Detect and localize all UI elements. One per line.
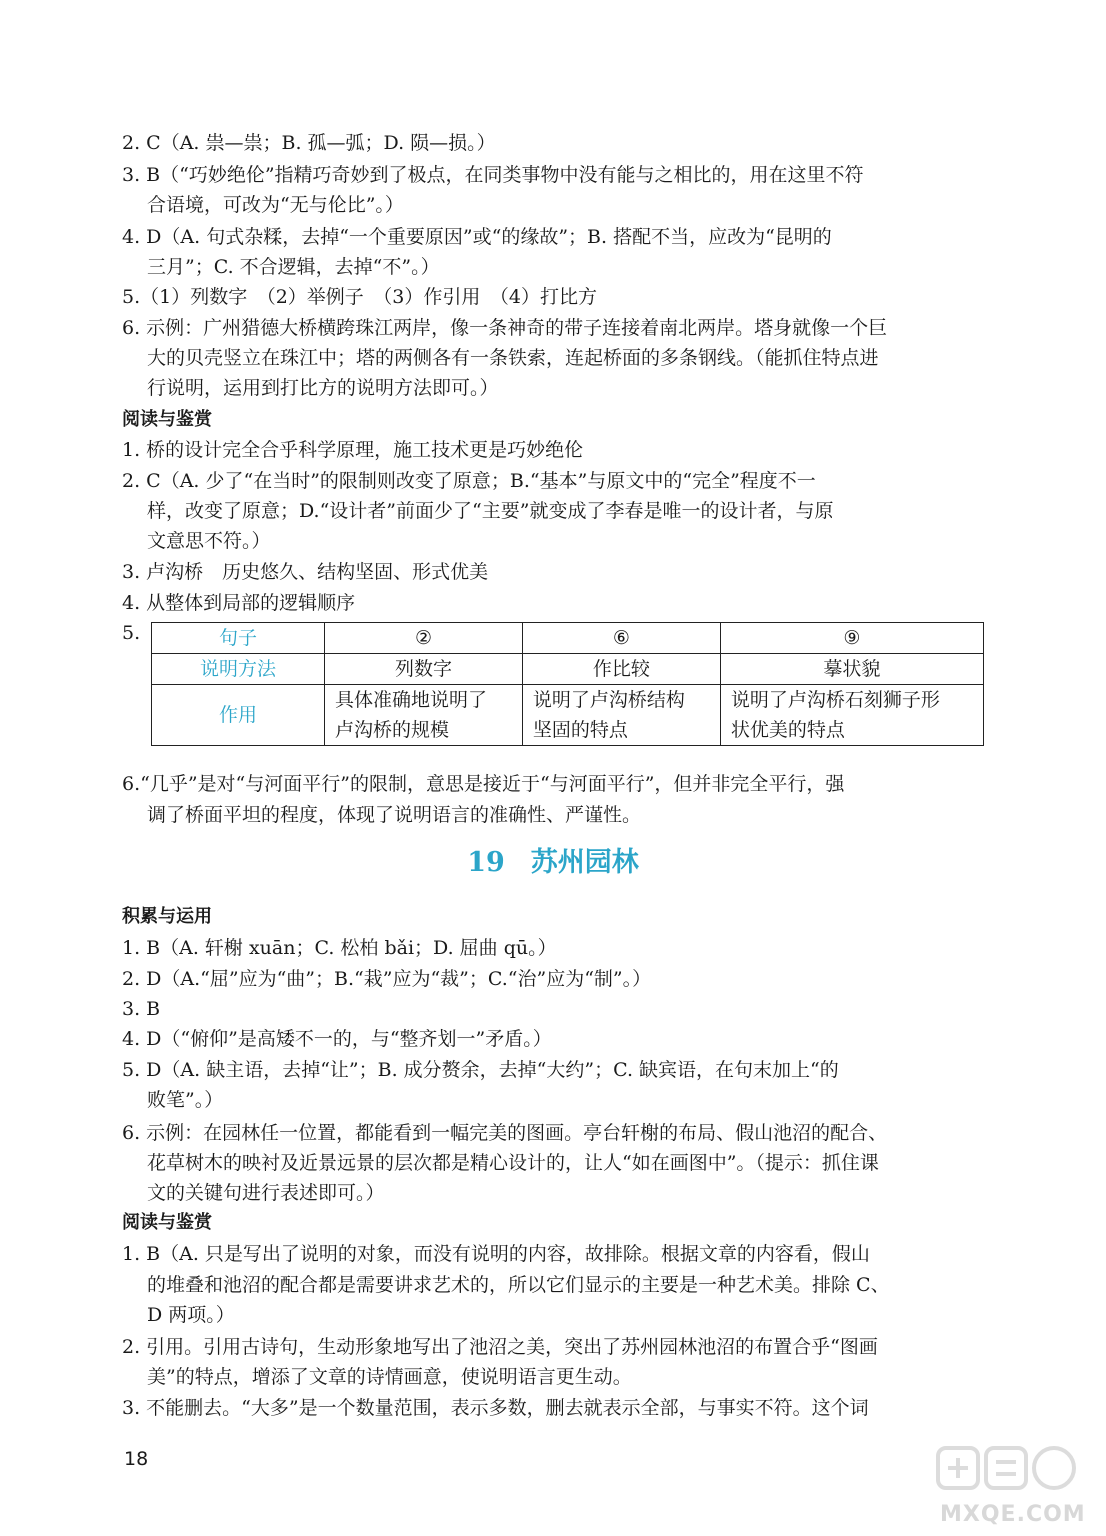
answer-line: 2. C（A. 祟—祟；B. 孤—弧；D. 陨—损。） xyxy=(122,132,496,154)
answer-line: 2. 引用。引用古诗句，生动形象地写出了池沼之美，突出了苏州园林池沼的布置合乎“图画 xyxy=(122,1336,878,1358)
table-cell xyxy=(325,685,523,746)
table-row xyxy=(152,623,984,654)
answer-line: 花草树木的映衬及近景远景的层次都是精心设计的，让人“如在画图中”。（提示：抓住课 xyxy=(147,1152,879,1174)
answer-line: 败笔”。） xyxy=(147,1089,224,1111)
table-cell: 作比较 xyxy=(522,654,720,685)
section-heading: 阅读与鉴赏 xyxy=(122,409,212,430)
table-cell xyxy=(522,685,720,746)
answer-line: 4. D（A. 句式杂糅，去掉“一个重要原因”或“的缘故”；B. 搭配不当，应改为“昆明的 xyxy=(122,226,832,248)
answer-line: 三月”；C. 不合逻辑，去掉“不”。） xyxy=(147,256,440,278)
answer-line: 调了桥面平坦的程度，体现了说明语言的准确性、严谨性。 xyxy=(147,804,642,826)
answer-line: 大的贝壳竖立在珠江中；塔的两侧各有一条铁索，连起桥面的多条钢线。（能抓住特点进 xyxy=(147,347,879,369)
answer-line: 5. D（A. 缺主语，去掉“让”；B. 成分赘余，去掉“大约”；C. 缺宾语，在句末加上“的 xyxy=(122,1059,839,1081)
question-number: 5. xyxy=(122,622,141,644)
answer-line: 的堆叠和池沼的配合都是需要讲求艺术的，所以它们显示的主要是一种艺术美。排除 C、 xyxy=(147,1274,890,1296)
answer-line: D 两项。） xyxy=(147,1304,235,1326)
answer-line: 2. D（A.“屈”应为“曲”；B.“栽”应为“裁”；C.“治”应为“制”。） xyxy=(122,968,652,990)
answer-line: 5.（1）列数字 （2）举例子 （3）作引用 （4）打比方 xyxy=(122,286,597,308)
answer-line: 1. B（A. 只是写出了说明的对象，而没有说明的内容，故排除。根据文章的内容看，假山 xyxy=(122,1243,870,1265)
answer-line: 1. B（A. 轩榭 xuān；C. 松柏 bǎi；D. 屈曲 qū。） xyxy=(122,937,557,959)
answer-line: 4. 从整体到局部的逻辑顺序 xyxy=(122,592,356,614)
answer-line: 6. 示例：广州猎德大桥横跨珠江两岸，像一条神奇的带子连接着南北两岸。塔身就像一个巨 xyxy=(122,317,888,339)
answer-line: 4. D（“俯仰”是高矮不一的，与“整齐划一”矛盾。） xyxy=(122,1028,552,1050)
answer-line: 6.“几乎”是对“与河面平行”的限制，意思是接近于“与河面平行”，但并非完全平行，强 xyxy=(122,773,845,795)
answer-line: 3. 卢沟桥 历史悠久、结构坚固、形式优美 xyxy=(122,561,489,583)
cell-line: 具体准确地说明了 xyxy=(335,689,488,711)
answer-line: 合语境，可改为“无与伦比”。） xyxy=(147,194,404,216)
answer-line: 样，改变了原意；D.“设计者”前面少了“主要”就变成了李春是唯一的设计者，与原 xyxy=(147,500,834,522)
cell-line: 说明了卢沟桥结构 xyxy=(532,689,685,711)
cell-line: 坚固的特点 xyxy=(532,719,628,741)
answer-line: 文的关键句进行表述即可。） xyxy=(147,1182,385,1204)
lesson-number: 19 xyxy=(467,847,505,878)
answer-table xyxy=(151,622,984,746)
section-heading: 阅读与鉴赏 xyxy=(122,1212,212,1233)
cell-line: 状优美的特点 xyxy=(730,719,845,741)
row-header: 作用 xyxy=(152,685,325,746)
answer-line: 美”的特点，增添了文章的诗情画意，使说明语言更生动。 xyxy=(147,1366,632,1388)
page-number: 18 xyxy=(124,1448,149,1470)
section-heading: 积累与运用 xyxy=(122,906,212,927)
row-header: 说明方法 xyxy=(152,654,325,685)
table-cell: ⑥ xyxy=(522,623,720,654)
lesson-title xyxy=(0,845,1106,881)
table-row xyxy=(152,654,984,685)
answer-line: 3. 不能删去。“大多”是一个数量范围，表示多数，删去就表示全部，与事实不符。这个词 xyxy=(122,1397,869,1419)
table-cell: 列数字 xyxy=(325,654,523,685)
answer-line: 文意思不符。） xyxy=(147,530,271,552)
table-cell xyxy=(720,685,983,746)
answer-line: 3. B xyxy=(122,998,161,1020)
watermark-text: MXQE.COM xyxy=(940,1502,1086,1527)
table-cell: ② xyxy=(325,623,523,654)
answer-line: 6. 示例：在园林任一位置，都能看到一幅完美的图画。亭台轩榭的布局、假山池沼的配合、 xyxy=(122,1122,888,1144)
answer-line: 1. 桥的设计完全合乎科学原理，施工技术更是巧妙绝伦 xyxy=(122,439,584,461)
answer-line: 2. C（A. 少了“在当时”的限制则改变了原意；B.“基本”与原文中的“完全”程度不一 xyxy=(122,470,816,492)
answer-line: 3. B（“巧妙绝伦”指精巧奇妙到了极点，在同类事物中没有能与之相比的，用在这里不符 xyxy=(122,164,864,186)
cell-line: 卢沟桥的规模 xyxy=(335,719,450,741)
row-header: 句子 xyxy=(152,623,325,654)
table-row xyxy=(152,685,984,746)
table-cell: 摹状貌 xyxy=(720,654,983,685)
answer-line: 行说明，运用到打比方的说明方法即可。） xyxy=(147,377,499,399)
lesson-name: 苏州园林 xyxy=(530,847,639,878)
cell-line: 说明了卢沟桥石刻狮子形 xyxy=(730,689,940,711)
table-cell: ⑨ xyxy=(720,623,983,654)
